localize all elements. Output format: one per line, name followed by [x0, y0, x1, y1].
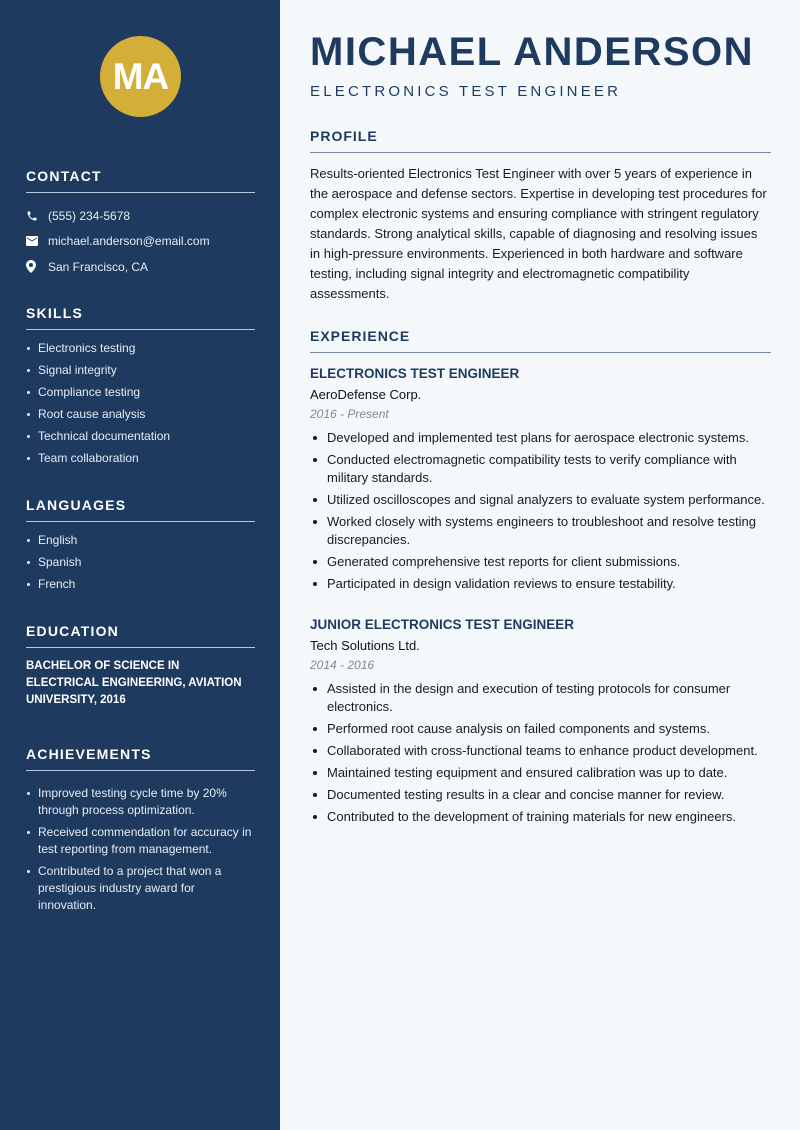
- job-bullet: Assisted in the design and execution of testing protocols for consumer electronics.: [310, 680, 771, 716]
- job-title: JUNIOR ELECTRONICS TEST ENGINEER: [310, 617, 575, 632]
- job-bullets: [310, 429, 771, 593]
- job-entry: [310, 617, 771, 830]
- job-company: AeroDefense Corp.: [310, 387, 422, 402]
- contact-phone: [26, 203, 255, 229]
- job-company: Tech Solutions Ltd.: [310, 638, 420, 653]
- skill-item: Technical documentation: [26, 428, 255, 444]
- candidate-title: ELECTRONICS TEST ENGINEER: [310, 83, 622, 100]
- contact-heading: CONTACT: [26, 168, 255, 193]
- skill-item: Compliance testing: [26, 384, 255, 400]
- skill-item: Team collaboration: [26, 450, 255, 466]
- skill-item: Electronics testing: [26, 340, 255, 356]
- languages-section: [26, 497, 255, 598]
- job-bullet: Utilized oscilloscopes and signal analyzers to evaluate system performance.: [310, 491, 771, 509]
- phone-text: (555) 234-5678: [48, 208, 131, 223]
- language-item: Spanish: [26, 554, 255, 570]
- job-dates: 2014 - 2016: [310, 658, 375, 672]
- language-item: French: [26, 576, 255, 592]
- job-bullet: Contributed to the development of training materials for new engineers.: [310, 808, 771, 826]
- achievement-item: Improved testing cycle time by 20% through process optimization.: [26, 785, 255, 819]
- job-bullet: Documented testing results in a clear and concise manner for review.: [310, 786, 771, 804]
- skills-list: [26, 340, 255, 466]
- education-heading: EDUCATION: [26, 623, 255, 648]
- profile-text: Results-oriented Electronics Test Engineer with over 5 years of experience in the aerospace and defense sectors. Expertise in developing test procedures for complex electronic systems and ensuring compliance with stringent regulatory standards. Strong analytical skills, capable of diagnosing and resolving issues in high-pressure environments. Experienced in both hardware and software testing, including signal integrity and electromagnetic compatibility assessments.: [310, 166, 767, 301]
- languages-heading: LANGUAGES: [26, 497, 255, 522]
- experience-heading: EXPERIENCE: [310, 328, 771, 353]
- phone-icon: [26, 210, 48, 222]
- job-dates: 2016 - Present: [310, 407, 389, 421]
- languages-list: [26, 532, 255, 592]
- job-bullet: Generated comprehensive test reports for client submissions.: [310, 553, 771, 571]
- achievements-section: [26, 746, 255, 919]
- sidebar: [0, 0, 280, 1130]
- job-bullet: Maintained testing equipment and ensured calibration was up to date.: [310, 764, 771, 782]
- skill-item: Root cause analysis: [26, 406, 255, 422]
- candidate-name: MICHAEL ANDERSON: [310, 30, 755, 74]
- skills-section: [26, 305, 255, 472]
- job-bullets: [310, 680, 771, 826]
- job-bullet: Worked closely with systems engineers to troubleshoot and resolve testing discrepancies.: [310, 513, 771, 549]
- contact-email: [26, 229, 255, 255]
- avatar: MA: [100, 36, 181, 117]
- achievement-item: Received commendation for accuracy in test reporting from management.: [26, 824, 255, 858]
- job-entry: [310, 366, 771, 597]
- job-bullet: Performed root cause analysis on failed components and systems.: [310, 720, 771, 738]
- job-bullet: Developed and implemented test plans for aerospace electronic systems.: [310, 429, 771, 447]
- email-icon: [26, 236, 48, 246]
- job-title: ELECTRONICS TEST ENGINEER: [310, 366, 520, 381]
- skill-item: Signal integrity: [26, 362, 255, 378]
- achievements-heading: ACHIEVEMENTS: [26, 746, 255, 771]
- education-section: [26, 623, 255, 709]
- achievement-item: Contributed to a project that won a prestigious industry award for innovation.: [26, 863, 255, 914]
- profile-heading: PROFILE: [310, 128, 771, 153]
- language-item: English: [26, 532, 255, 548]
- education-entry: BACHELOR OF SCIENCE IN ELECTRICAL ENGINEERING, AVIATION UNIVERSITY, 2016: [26, 660, 242, 706]
- email-link[interactable]: michael.anderson@email.com: [48, 234, 210, 249]
- job-bullet: Conducted electromagnetic compatibility tests to verify compliance with military standards.: [310, 451, 771, 487]
- contact-location: [26, 254, 255, 280]
- job-bullet: Collaborated with cross-functional teams to enhance product development.: [310, 742, 771, 760]
- achievements-list: [26, 785, 255, 914]
- skills-heading: SKILLS: [26, 305, 255, 330]
- job-bullet: Participated in design validation reviews to ensure testability.: [310, 575, 771, 593]
- location-pin-icon: [26, 260, 48, 273]
- contact-section: [26, 168, 255, 280]
- location-text: San Francisco, CA: [48, 259, 149, 274]
